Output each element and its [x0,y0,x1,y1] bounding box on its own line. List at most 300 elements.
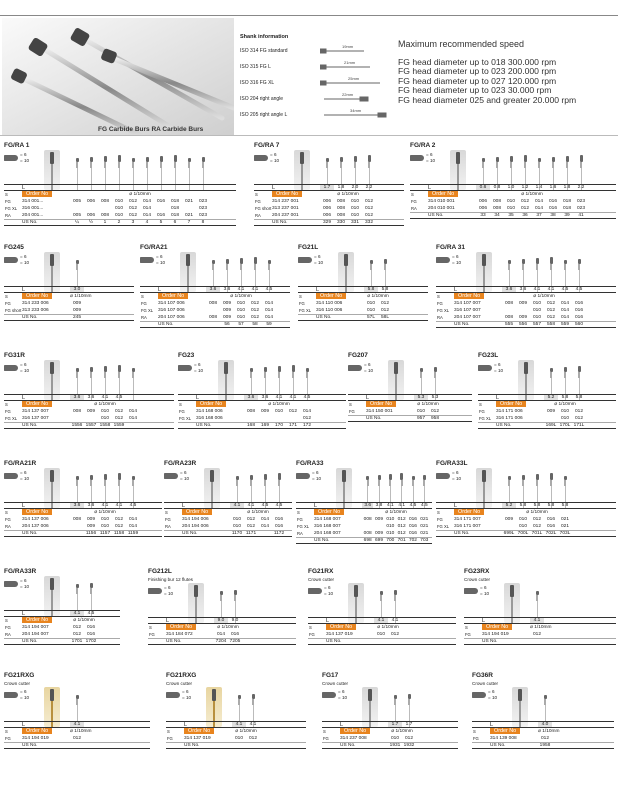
length-value: 5.2 [544,395,558,400]
us-number: 7 [187,220,191,225]
pack-6: = 6 [494,362,501,367]
order-header-cell [496,401,544,408]
diameter-value: 014 [260,517,269,522]
diameter-value: 008 [363,517,372,522]
order-header-cell [482,624,530,631]
order-number: 204 194 006 [182,524,209,529]
us-number: 1932 [403,743,415,748]
diameter-value: 009 [222,315,231,320]
order-number: 314 233 006 [22,301,49,306]
order-number: 314 137 007 [22,409,49,414]
spec-table [348,394,472,422]
order-number: 316 107 006 [158,308,185,313]
length-value: 4.1 [115,503,123,508]
table-row [140,307,290,314]
product-subtitle: Crown cutter [322,681,349,686]
us-number: 57 [238,322,244,327]
table-row [478,408,616,415]
diameter-header: ⌀ 1/10mm [526,510,548,515]
us-label: US No. [454,531,470,536]
diameter-value: 016 [546,517,555,522]
length-label: L [22,721,26,728]
header-row [4,617,120,624]
length-label: L [22,502,26,509]
product-name: FG31R [4,352,25,359]
product-name: FG/RA33R [4,568,37,575]
pack-6: = 6 [452,254,459,259]
product-name: FG36R [472,672,493,679]
product-name: FG/RA21 [140,244,168,251]
diameter-value: 014 [260,524,269,529]
product-block [478,352,616,447]
product-name: FG/RA23R [164,460,197,467]
diameter-value: 012 [397,517,406,522]
shank-label: S [465,625,468,630]
shank-type: FG [437,301,443,306]
us-label: US No. [196,423,212,428]
diameter-header: ⌀ 1/10mm [521,192,543,197]
spec-table [148,617,296,645]
us-number: 1557 [85,423,97,428]
us-number: 1159 [127,531,139,536]
diameter-value: 021 [420,531,429,536]
us-row [4,314,134,321]
shank-type: FG [349,409,355,414]
length-value: 2.0 [351,185,359,190]
length-value: 4.1 [398,503,405,508]
product-name: FG212L [148,568,172,575]
order-number: 316 001... [22,206,44,211]
us-row [4,742,150,749]
table-row [296,523,432,530]
order-header: Order No [366,401,396,407]
table-row [178,408,346,415]
diameter-value: 010 [386,531,395,536]
product-subtitle: Crown cutter [472,681,499,686]
product-name: FG23RX [464,568,490,575]
pack-6: = 6 [270,152,277,157]
diameter-value: 012 [520,206,529,211]
length-value: 4.1 [230,503,244,508]
product-block [472,672,614,767]
table-row [4,523,162,530]
diameter-value: 012 [302,416,311,421]
order-header-cell [158,293,206,300]
shank-label: S [479,402,482,407]
order-header-cell [490,728,538,735]
header-row [436,293,616,300]
length-value: 4.0 [538,722,552,727]
shank-label: S [411,192,414,197]
diameter-value: 009 [546,409,555,414]
diameter-value: 012 [250,301,259,306]
diameter-value: 010 [366,301,375,306]
product-block [148,568,296,663]
us-label: US No. [22,315,38,320]
header-row [178,401,346,408]
us-number: 1558 [99,423,111,428]
shank-type: FG [5,517,11,522]
shank-label: S [437,510,440,515]
diameter-value: 012 [532,524,541,529]
order-number: 204 237 001 [272,213,299,218]
length-value: 4.1 [251,287,259,292]
diameter-value: 016 [548,199,557,204]
length-value: 4.1 [374,618,388,623]
diameter-value: 010 [506,206,515,211]
header-row [4,191,236,198]
product-subtitle: Crown cutter [4,681,31,686]
diameter-value: 021 [184,199,193,204]
diameter-header: ⌀ 1/10mm [538,729,560,734]
product-block [464,568,616,663]
diameter-header: ⌀ 1/10mm [94,510,116,515]
us-label: US No. [166,639,182,644]
speed-line: FG head diameter up to 027 120.000 rpm [398,75,557,86]
order-header: Order No [428,191,458,197]
size-row [140,286,290,293]
size-row [178,394,346,401]
length-value: 4.5 [561,287,569,292]
us-number: 7205 [229,639,241,644]
order-header-cell [428,191,476,198]
diameter-value: 012 [364,199,373,204]
length-label: L [22,610,26,617]
shank-type: FG [167,736,173,741]
length-value: 4.1 [275,395,283,400]
shank-label: S [5,510,8,515]
diameter-value: 006 [86,199,95,204]
shank-label: S [167,729,170,734]
length-value: 4.5 [261,503,269,508]
shank-type: FG [5,625,11,630]
diameter-value: 009 [72,301,81,306]
pack-6: = 6 [20,362,27,367]
diameter-value: 014 [534,206,543,211]
diameter-value: 009 [72,308,81,313]
product-block [4,460,162,555]
pack-10: = 10 [452,260,462,265]
shank-type: FG [297,517,303,522]
length-value: 4.5 [265,287,273,292]
pack-6: = 6 [20,689,27,694]
us-row [308,638,456,645]
length-value: 9.0 [231,618,239,623]
diameter-value: 006 [478,206,487,211]
us-row [436,530,616,537]
table-row [298,307,428,314]
order-header: Order No [182,509,212,515]
header-row [472,728,614,735]
diameter-value: 014 [264,308,273,313]
spec-table [166,721,306,749]
us-label: US No. [22,423,38,428]
us-number: 172 [302,423,311,428]
spec-table [478,394,616,429]
diameter-header: ⌀ 1/10mm [70,729,92,734]
us-number: 700L [517,531,529,536]
us-number: ¼ [74,220,79,225]
table-row [4,198,236,205]
shank-label: S [297,510,300,515]
order-number: 313 237 001 [272,206,299,211]
diameter-value: 010 [114,206,123,211]
table-row [254,212,404,219]
speed-line: FG head diameter up to 018 300.000 rpm [398,56,557,67]
pack-10: = 10 [20,584,30,589]
order-header-cell [22,617,70,624]
pack-10: = 10 [364,368,374,373]
size-row [478,394,616,401]
order-number: 316 171 006 [496,416,523,421]
diameter-value: 012 [546,315,555,320]
length-label: L [158,286,162,293]
pack-6: = 6 [180,470,187,475]
us-row [464,638,616,645]
size-row [254,184,404,191]
product-block [348,352,472,447]
length-value: 4.1 [386,503,394,508]
order-header-cell [22,191,70,198]
size-row [4,184,236,191]
diameter-value: 009 [222,308,231,313]
order-header: Order No [158,293,188,299]
us-row [166,742,306,749]
diameter-value: 014 [560,301,569,306]
us-row [254,219,404,226]
diameter-value: 008 [492,206,501,211]
size-row [296,502,432,509]
order-number: 316 137 007 [22,416,49,421]
order-number: 204 194 007 [22,632,49,637]
shank-type: FG XL [299,308,312,313]
diameter-value: 014 [142,199,151,204]
us-label: US No. [454,322,470,327]
diameter-value: 005 [72,199,81,204]
length-value: 5.3 [414,395,428,400]
table-row [472,735,614,742]
diameter-value: 012 [574,409,583,414]
diameter-value: 012 [128,206,137,211]
spec-table [464,617,616,645]
us-number: 171L [573,423,585,428]
diameter-value: 010 [518,524,527,529]
shank-type: FG [5,409,11,414]
pack-10: = 10 [270,158,280,163]
shank-type: FG [165,517,171,522]
shank-type: FG [141,301,147,306]
diameter-value: 010 [100,524,109,529]
length-value: 4.5 [129,503,137,508]
order-header-cell [272,191,320,198]
table-row [436,523,616,530]
diameter-value: 010 [386,517,395,522]
length-value: 4.1 [70,722,84,727]
diameter-value: 008 [336,213,345,218]
diameter-header: ⌀ 1/10mm [235,729,257,734]
product-block [308,568,456,663]
diameter-value: 010 [234,736,243,741]
diameter-value: 010 [532,301,541,306]
shank-label: S [437,294,440,299]
diameter-value: 012 [404,736,413,741]
length-value: 4.1 [237,287,245,292]
diameter-header: ⌀ 1/10mm [554,402,576,407]
diameter-header: ⌀ 1/10mm [73,618,95,623]
shank-type: FG short [5,308,22,313]
shank-type: FG XL [437,524,450,529]
product-block [410,142,616,232]
us-number: 555 [504,322,513,327]
diameter-value: 014 [264,315,273,320]
product-name: FG/RA21R [4,460,37,467]
pack-6: = 6 [20,152,27,157]
diameter-value: 012 [246,517,255,522]
pack-10: = 10 [314,260,324,265]
shank-type: FG XL [179,416,192,421]
table-row [436,300,616,307]
diameter-header: ⌀ 1/10mm [377,625,399,630]
shank-label: S [5,192,8,197]
pack-10: = 10 [182,695,192,700]
diameter-value: 021 [420,524,429,529]
order-number: 314 237 001 [272,199,299,204]
diameter-value: 010 [232,517,241,522]
length-value: 5.8 [561,503,569,508]
product-block [322,672,458,767]
shank-row: ISO 316 FG XL [240,80,275,86]
table-row [254,198,404,205]
diameter-value: 014 [142,213,151,218]
us-row [148,638,296,645]
table-row [296,530,432,537]
spec-table [308,617,456,645]
diameter-value: 023 [198,213,207,218]
header-row [148,624,296,631]
pack-10: = 10 [156,260,166,265]
table-row [410,198,616,205]
shank-type: FG [5,301,11,306]
length-value: 5.8 [519,503,527,508]
table-row [4,307,134,314]
product-subtitle: Crown cutter [464,577,491,582]
diameter-value: 016 [274,517,283,522]
table-row [322,735,458,742]
diameter-value: 023 [198,206,207,211]
pack-6: = 6 [324,585,331,590]
order-header: Order No [22,509,52,515]
length-label: L [22,394,26,401]
length-label: L [340,721,344,728]
us-label: US No. [182,531,198,536]
order-number: 204 010 001 [428,206,455,211]
diameter-value: 008 [504,315,513,320]
diameter-value: 023 [198,199,207,204]
length-value: 4.1 [547,287,555,292]
table-row [298,300,428,307]
order-number: 313 233 006 [22,308,49,313]
length-value: 1.6 [549,185,557,190]
us-number: 4 [145,220,149,225]
pack-6: = 6 [314,254,321,259]
us-number: 1556 [71,423,83,428]
shank-type: FG [411,199,417,204]
us-number: 59 [266,322,272,327]
diameter-value: 010 [236,308,245,313]
table-row [4,631,120,638]
product-block [4,672,150,767]
length-label: L [22,184,26,191]
diameter-value: 016 [408,524,417,529]
diameter-value: 010 [236,315,245,320]
pack-10: = 10 [164,591,174,596]
shank-label: S [5,729,8,734]
order-number: 314 194 007 [22,625,49,630]
shank-dim: 22mm [342,92,354,97]
order-header-cell [326,624,374,631]
shank-label: S [255,192,258,197]
length-label: L [316,286,320,293]
diameter-header: ⌀ 1/10mm [94,402,116,407]
us-label: US No. [22,220,38,225]
table-row [4,415,174,422]
product-subtitle: Finishing bur 12 flutes [148,577,193,582]
diameter-header: ⌀ 1/10mm [70,294,92,299]
diameter-value: 014 [534,199,543,204]
us-number: 39 [564,213,570,218]
us-number: 1701 [71,639,83,644]
length-label: L [326,617,330,624]
diameter-value: 012 [546,308,555,313]
header-row [4,509,162,516]
shank-type: FG [149,632,155,637]
shank-label: S [179,402,182,407]
diameter-value: 006 [322,199,331,204]
diameter-value: 012 [72,632,81,637]
length-value: 4.5 [575,287,583,292]
diameter-value: 010 [100,517,109,522]
product-name: FG21RX [308,568,334,575]
length-value: 3.6 [87,503,95,508]
us-number: 3 [131,220,135,225]
order-number: 314 171 007 [454,517,481,522]
product-subtitle: Crown cutter [166,681,193,686]
shank-type: FG XL [5,416,18,421]
length-value: 3.6 [223,287,231,292]
length-value: 5.3 [431,395,439,400]
us-number: 560 [574,322,583,327]
diameter-value: 014 [302,409,311,414]
product-block [296,460,432,555]
table-row [164,516,292,523]
table-row [166,735,306,742]
order-number: 316 110 006 [316,308,343,313]
order-number: 314 137 006 [22,517,49,522]
us-number: 329 [322,220,331,225]
shank-dim: 34mm [350,108,362,113]
header-row [322,728,458,735]
shank-type: RA [141,315,147,320]
diameter-value: 012 [72,625,81,630]
length-value: 3.6 [70,395,84,400]
length-value: 5.8 [533,503,541,508]
table-row [296,516,432,523]
shank-label: S [165,510,168,515]
order-number: 314 184 072 [166,632,193,637]
header-row [436,509,616,516]
us-row [478,422,616,429]
diameter-value: 016 [230,632,239,637]
